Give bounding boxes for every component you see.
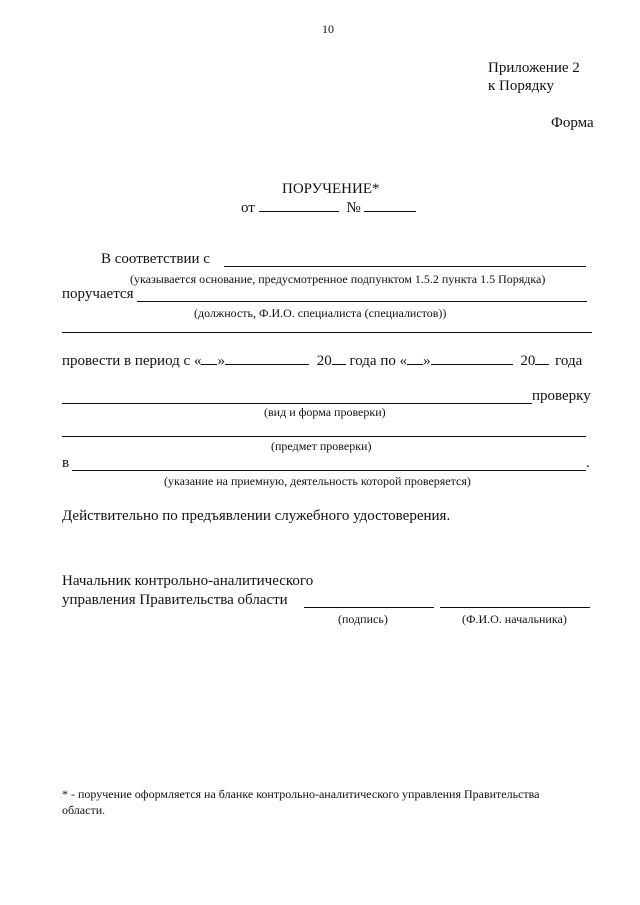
order-reference: к Порядку bbox=[488, 78, 554, 94]
in-caption: (указание на приемную, деятельность которой проверяется) bbox=[164, 474, 471, 488]
assigned-field-continuation bbox=[62, 332, 592, 333]
period-end-day bbox=[407, 352, 423, 365]
appendix-label: Приложение 2 bbox=[488, 60, 580, 76]
number-sign: № bbox=[346, 200, 361, 216]
date-field bbox=[259, 199, 339, 212]
in-field bbox=[72, 470, 586, 471]
period-start-year-prefix: 20 bbox=[316, 353, 332, 369]
period-end-year bbox=[535, 352, 549, 365]
assigned-field bbox=[137, 301, 587, 302]
period-line bbox=[62, 352, 582, 370]
accordance-label: В соответствии с bbox=[101, 251, 210, 267]
in-label: в bbox=[62, 455, 70, 471]
number-field bbox=[364, 199, 416, 212]
period-start-month bbox=[225, 352, 309, 365]
footnote-line-2: области. bbox=[62, 803, 106, 817]
in-field-period: . bbox=[586, 455, 590, 471]
assigned-label: поручается bbox=[62, 286, 134, 302]
check-label: проверку bbox=[532, 388, 591, 404]
name-field bbox=[440, 607, 590, 608]
period-end-month bbox=[431, 352, 513, 365]
signer-title-line-1: Начальник контрольно-аналитического bbox=[62, 573, 314, 589]
form-label: Форма bbox=[551, 115, 594, 131]
subject-caption: (предмет проверки) bbox=[271, 439, 372, 453]
signature-caption: (подпись) bbox=[338, 612, 388, 626]
check-caption: (вид и форма проверки) bbox=[264, 405, 386, 419]
period-quote-close-2: » bbox=[423, 353, 431, 369]
footnote-line-1: * - поручение оформляется на бланке контрольно-аналитического управления Правительства bbox=[62, 787, 540, 801]
subject-field bbox=[62, 436, 586, 437]
accordance-field bbox=[224, 266, 586, 267]
period-quote-close: » bbox=[217, 353, 225, 369]
validity-statement: Действительно по предъявлении служебного удостоверения. bbox=[62, 508, 451, 524]
document-title: ПОРУЧЕНИЕ* bbox=[282, 181, 380, 197]
date-from-label: от bbox=[241, 200, 255, 216]
period-middle: года по « bbox=[349, 353, 408, 369]
page-number: 10 bbox=[322, 22, 334, 36]
signer-title-line-2: управления Правительства области bbox=[62, 592, 288, 608]
date-number-line bbox=[241, 199, 416, 217]
period-suffix: года bbox=[555, 353, 583, 369]
check-field bbox=[62, 403, 532, 404]
period-prefix: провести в период с « bbox=[62, 353, 202, 369]
period-end-year-prefix: 20 bbox=[520, 353, 536, 369]
period-start-year bbox=[332, 352, 346, 365]
assigned-caption: (должность, Ф.И.О. специалиста (специалистов)) bbox=[194, 306, 447, 320]
signature-field bbox=[304, 607, 434, 608]
accordance-caption: (указывается основание, предусмотренное подпунктом 1.5.2 пункта 1.5 Порядка) bbox=[130, 272, 546, 286]
period-start-day bbox=[201, 352, 217, 365]
name-caption: (Ф.И.О. начальника) bbox=[462, 612, 567, 626]
